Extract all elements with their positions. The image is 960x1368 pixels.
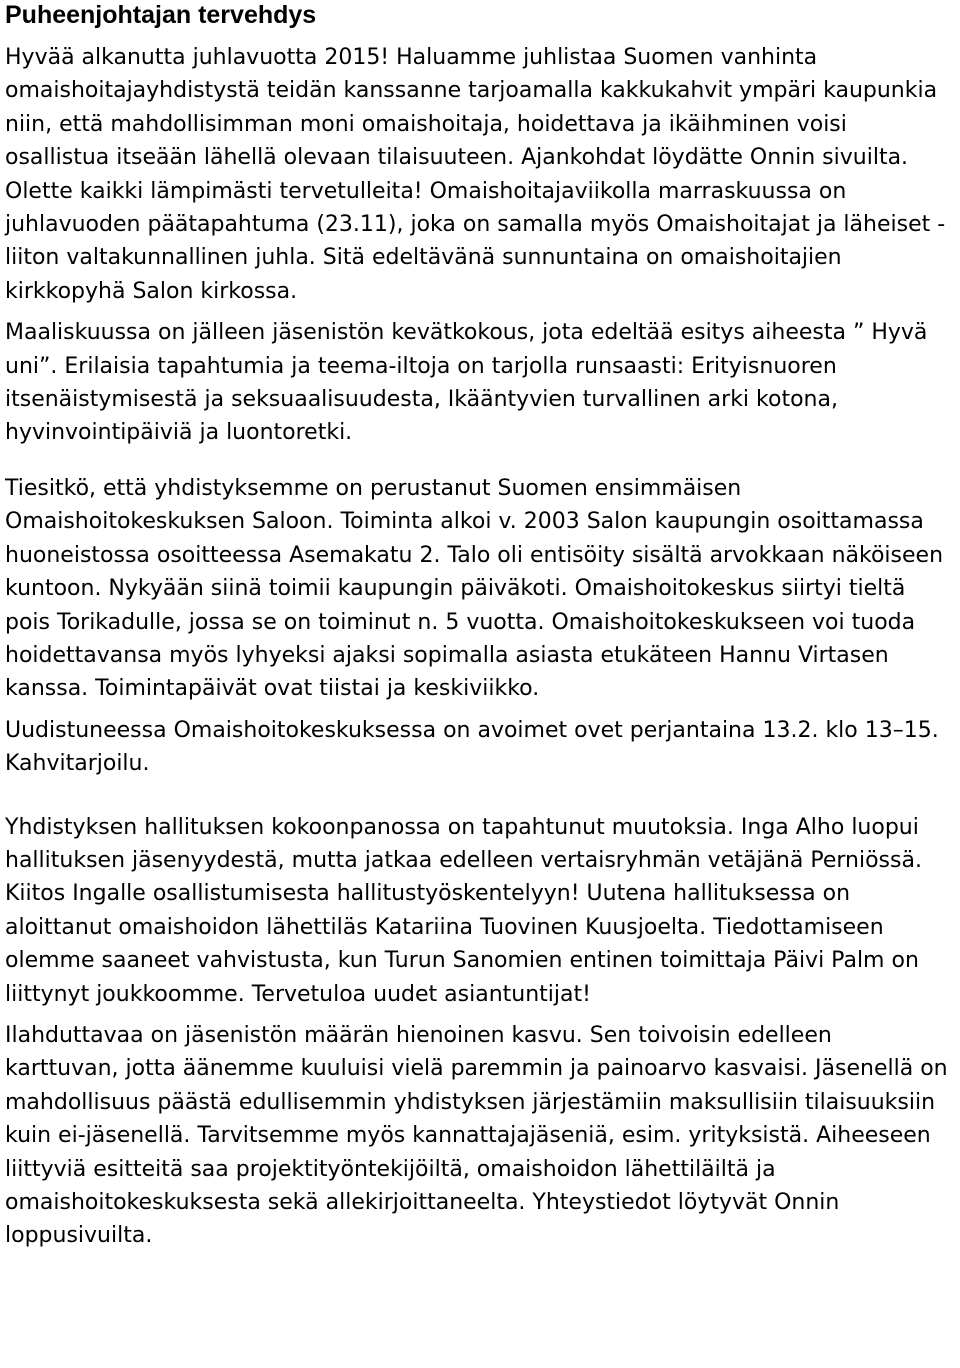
paragraph-jasenisto: Ilahduttavaa on jäsenistön määrän hienoinen kasvu. Sen toivoisin edelleen karttuvan, jotta äänemme kuuluisi vielä paremmin ja painoarvo kasvaisi. Jäsenellä on mahdollisuus päästä edullisemmin yhdistyksen järjestämiin maksullisiin tilaisuuksiin kuin ei-jäsenellä. Tarvitsemme myös kannattajajäseniä, esim. yrityksistä. Aiheeseen liittyviä esitteitä saa projektityöntekijöiltä, omaishoidon lähettiläiltä ja omaishoitokeskuksesta sekä allekirjoittaneelta. Yhteystiedot löytyvät Onnin loppusivuilta.: [5, 1022, 948, 1249]
paragraph-juhlavuosi: Hyvää alkanutta juhlavuotta 2015! Haluamme juhlistaa Suomen vanhinta omaishoitajayhdistystä teidän kanssanne tarjoamalla kakkukahvit ympäri kaupunkia niin, että mahdollisimman moni omaishoitaja, hoidettava ja ikäihminen voisi osallistua itseään lähellä olevaan tilaisuuteen. Ajankohdat löydätte Onnin sivuilta. Olette kaikki lämpimästi tervetulleita! Omaishoitajaviikolla marraskuussa on juhlavuoden päätapahtuma (23.11), joka on samalla myös Omaishoitajat ja läheiset -liiton valtakunnallinen juhla. Sitä edeltävänä sunnuntaina on omaishoitajien kirkkopyhä Salon kirkossa.: [5, 45, 946, 304]
paragraph-avoimet-ovet: Uudistuneessa Omaishoitokeskuksessa on avoimet ovet perjantaina 13.2. klo 13–15. Kahvitarjoilu.: [5, 717, 939, 777]
paragraph-hallitus: Yhdistyksen hallituksen kokoonpanossa on tapahtunut muutoksia. Inga Alho luopui hallituksen jäsenyydestä, mutta jatkaa edelleen vertaisryhmän vetäjänä Perniössä. Kiitos Ingalle osallistumisesta hallitustyöskentelyyn! Uutena hallituksessa on aloittanut omaishoidon lähettiläs Katariina Tuovinen Kuusjoelta. Tiedottamiseen olemme saaneet vahvistusta, kun Turun Sanomien entinen toimittaja Päivi Palm on liittynyt joukkoomme. Tervetuloa uudet asiantuntijat!: [5, 814, 922, 1007]
page-title: Puheenjohtajan tervehdys: [5, 1, 317, 29]
paragraph-omaishoitokeskus: Tiesitkö, että yhdistyksemme on perustanut Suomen ensimmäisen Omaishoitokeskuksen Saloon. Toiminta alkoi v. 2003 Salon kaupungin osoittamassa huoneistossa osoitteessa Asemakatu 2. Talo oli entisöity sisältä arvokkaan näköiseen kuntoon. Nykyään siinä toimii kaupungin päiväkoti. Omaishoitokeskus siirtyi tieltä pois Torikadulle, jossa se on toiminut n. 5 vuotta. Omaishoitokeskukseen voi tuoda hoidettavansa myös lyhyeksi ajaksi sopimalla asiasta etukäteen Hannu Virtasen kanssa. Toimintapäivät ovat tiistai ja keskiviikko.: [5, 475, 944, 702]
paragraph-kevatkokous: Maaliskuussa on jälleen jäsenistön kevätkokous, jota edeltää esitys aiheesta ” Hyvä uni”. Erilaisia tapahtumia ja teema-iltoja on tarjolla runsaasti: Erityisnuoren itsenäistymisestä ja seksuaalisuudesta, Ikääntyvien turvallinen arki kotona, hyvinvointipäiviä ja luontoretki.: [5, 320, 928, 446]
